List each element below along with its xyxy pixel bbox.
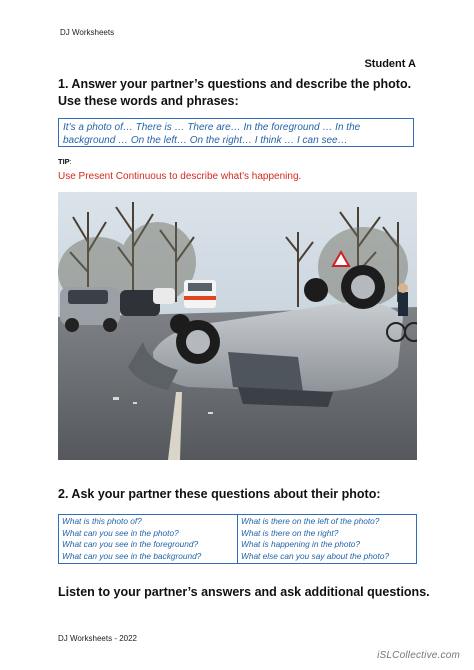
photo-illustration: [58, 192, 417, 460]
question-item: What is this photo of?: [62, 516, 142, 526]
questions-left-cell: [59, 515, 238, 564]
student-label: Student A: [364, 58, 416, 70]
footer-text: DJ Worksheets - 2022: [58, 634, 137, 643]
task2-heading: 2. Ask your partner these questions about their photo:: [58, 487, 381, 501]
questions-right-cell: [238, 515, 417, 564]
task1-line1: 1. Answer your partner’s questions and describe the photo.: [58, 77, 412, 91]
question-item: What else can you say about the photo?: [241, 550, 390, 561]
watermark-logo: iSLCollective.com: [377, 650, 460, 661]
task1-heading: [58, 76, 428, 110]
closing-instruction: Listen to your partner’s answers and ask additional questions.: [58, 585, 430, 599]
car-accident-photo: [58, 192, 417, 460]
phrases-line2: background … On the left… On the right… I think … I can see…: [63, 135, 348, 146]
question-item: What can you see in the background?: [62, 550, 202, 561]
question-item: What is there on the left of the photo?: [241, 516, 380, 526]
table-row: [59, 515, 417, 564]
question-item: What can you see in the photo?: [62, 527, 179, 538]
question-item: What is happening in the photo?: [241, 539, 361, 549]
phrases-box: [58, 118, 414, 147]
tip-label: TIP:: [58, 157, 72, 166]
question-item: What is there on the right?: [241, 527, 339, 538]
phrases-line1: It’s a photo of… There is … There are… In the foreground … In the: [63, 122, 361, 133]
tip-label-text: TIP: [58, 157, 70, 166]
header-brand: DJ Worksheets: [60, 28, 115, 37]
question-item: What can you see in the foreground?: [62, 539, 199, 549]
task1-line2: Use these words and phrases:: [58, 94, 239, 108]
questions-table: [58, 514, 417, 564]
tip-text: Use Present Continuous to describe what’s happening.: [58, 171, 302, 182]
